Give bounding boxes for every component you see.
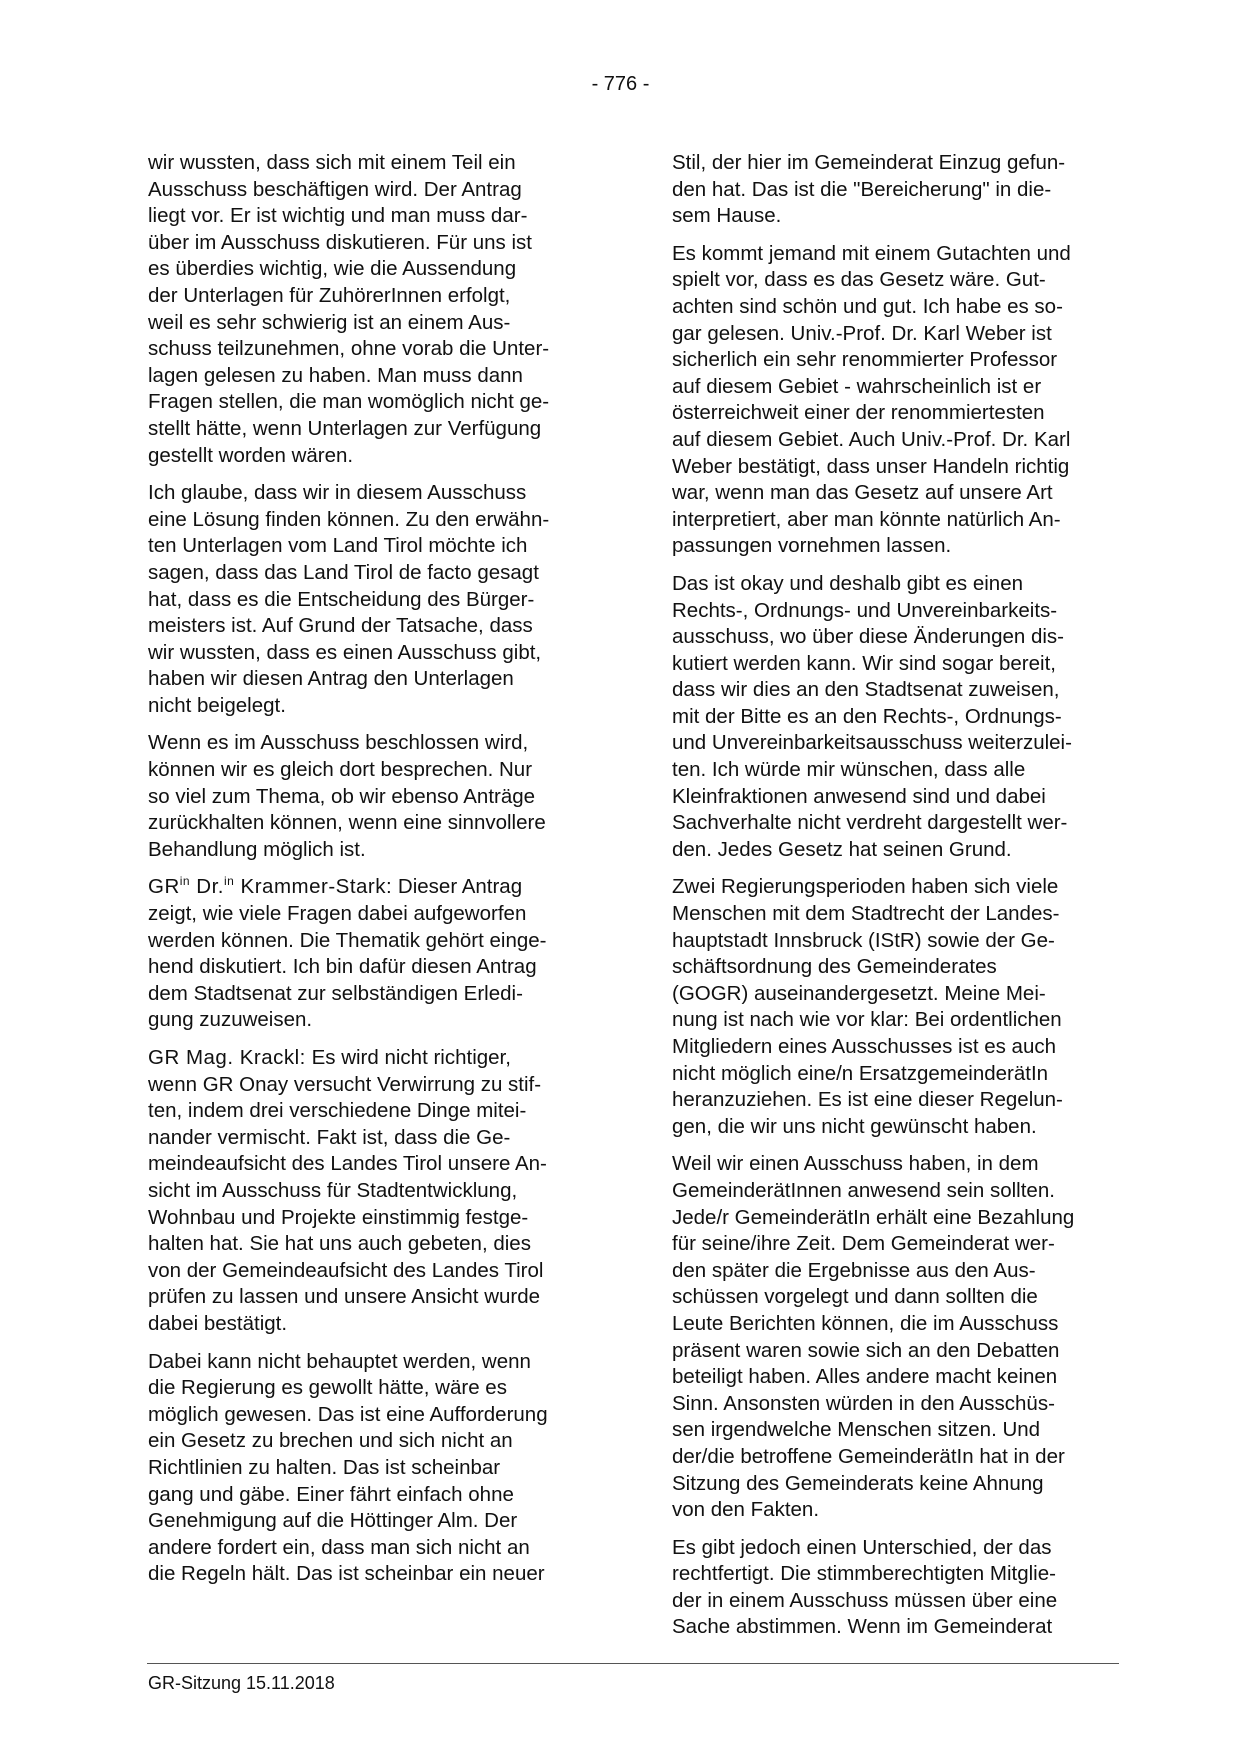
paragraph-speaker-krammer-stark <box>148 874 593 1034</box>
paragraph: Dabei kann nicht behauptet werden, wenn die Regierung es gewollt hätte, wäre es möglich gewesen. Das ist eine Aufforderung ein Gesetz zu brechen und sich nicht an Richtlinien zu halten. Das ist scheinbar gang und gäbe. Einer fährt einfach ohne Genehmigung auf die Höttinger Alm. Der andere fordert ein, dass man sich nicht an die Regeln hält. Das ist scheinbar ein neuer <box>148 1349 548 1586</box>
paragraph: wir wussten, dass sich mit einem Teil ein Ausschuss beschäftigen wird. Der Antrag liegt vor. Er ist wichtig und man muss dar- über im Ausschuss diskutieren. Für uns ist es überdies wichtig, wie die Aussendung der Unterlagen für ZuhörerInnen erfolgt, weil es sehr schwierig ist an einem Aus- schuss teilzunehmen, ohne vorab die Unter- lagen gelesen zu haben. Man muss dann Fragen stellen, die man womöglich nicht ge- stellt hätte, wenn Unterlagen zur Verfügung gestellt worden wären. <box>148 151 550 467</box>
speech-text: Dieser Antrag zeigt, wie viele Fragen dabei aufgeworfen werden können. Die Thematik gehört einge- hend diskutiert. Ich bin dafür diesen Antrag dem Stadtsenat zur selbständigen Erledi- gung zuzuweisen. <box>148 875 547 1032</box>
paragraph-speaker-krackl <box>148 1045 593 1338</box>
title-dr: Dr. <box>196 875 224 899</box>
paragraph: Wenn es im Ausschuss beschlossen wird, können wir es gleich dort besprechen. Nur so viel zum Thema, ob wir ebenso Anträge zurückhalten können, wenn eine sinnvollere Behandlung möglich ist. <box>148 731 546 861</box>
paragraph: Es gibt jedoch einen Unterschied, der das rechtfertigt. Die stimmberechtigten Mitglie- der in einem Ausschuss müssen über eine Sache abstimmen. Wenn im Gemeinderat <box>672 1535 1058 1639</box>
title-dr-sup: in <box>224 874 235 889</box>
paragraph: Das ist okay und deshalb gibt es einen Rechts-, Ordnungs- und Unvereinbarkeits- ausschuss, wo über diese Änderungen dis- kutiert werden kann. Wir sind sogar bereit, dass wir dies an den Stadtsenat zuweisen, mit der Bitte es an den Rechts-, Ordnungs- und Unvereinbarkeitsausschuss weiterzulei- ten. Ich würde mir wünschen, dass alle Kleinfraktionen anwesend sind und dabei Sachverhalte nicht verdreht dargestellt wer- den. Jedes Gesetz hat seinen Grund. <box>672 571 1072 861</box>
paragraph: Es kommt jemand mit einem Gutachten und spielt vor, dass es das Gesetz wäre. Gut- achten sind schön und gut. Ich habe es so- gar gelesen. Univ.-Prof. Dr. Karl Weber ist sicherlich ein sehr renommierter Professor auf diesem Gebiet - wahrscheinlich ist er österreichweit einer der renommiertesten auf diesem Gebiet. Auch Univ.-Prof. Dr. Karl Weber bestätigt, dass unser Handeln richtig war, wenn man das Gesetz auf unsere Art interpretiert, aber man könnte natürlich An- passungen vornehmen lassen. <box>672 241 1071 558</box>
title-gr: GR <box>148 875 180 899</box>
speech-text: Es wird nicht richtiger, wenn GR Onay versucht Verwirrung zu stif- ten, indem drei verschiedene Dinge mitei- nander vermischt. Fakt ist, dass die Ge- meindeaufsicht des Landes Tirol unsere An- sicht im Ausschuss für Stadtentwicklung, Wohnbau und Projekte einstimmig festge- halten hat. Sie hat uns auch gebeten, dies von der Gemeindeaufsicht des Landes Tirol prüfen zu lassen und unsere Ansicht wurde dabei bestätigt. <box>148 1046 547 1335</box>
paragraph: Zwei Regierungsperioden haben sich viele Menschen mit dem Stadtrecht der Landes- hauptstadt Innsbruck (IStR) sowie der Ge- schäftsordnung des Gemeinderates (GOGR) auseinandergesetzt. Meine Mei- nung ist nach wie vor klar: Bei ordentlichen Mitgliedern eines Ausschusses ist es auch nicht möglich eine/n ErsatzgemeinderätIn heranzuziehen. Es ist eine dieser Regelun- gen, die wir uns nicht gewünscht haben. <box>672 875 1063 1138</box>
title-gr-sup: in <box>179 874 191 889</box>
speaker-name: Krammer-Stark: <box>240 875 393 899</box>
footer-divider <box>147 1663 1119 1664</box>
page-number: - 776 - <box>591 73 650 95</box>
speaker-title <box>148 875 392 898</box>
paragraph: Ich glaube, dass wir in diesem Ausschuss eine Lösung finden können. Zu den erwähn- ten Unterlagen vom Land Tirol möchte ich sagen, dass das Land Tirol de facto gesagt hat, dass es die Entscheidung des Bürger- meisters ist. Auf Grund der Tatsache, dass wir wussten, dass es einen Ausschuss gibt, haben wir diesen Antrag den Unterlagen nicht beigelegt. <box>148 481 550 717</box>
footer-session-date: GR-Sitzung 15.11.2018 <box>148 1673 335 1693</box>
paragraph: Stil, der hier im Gemeinderat Einzug gefun- den hat. Das ist die "Bereicherung" in die- sem Hause. <box>672 151 1066 228</box>
left-column <box>148 150 593 1599</box>
paragraph: Weil wir einen Ausschuss haben, in dem GemeinderätInnen anwesend sein sollten. Jede/r GemeinderätIn erhält eine Bezahlung für seine/ihre Zeit. Dem Gemeinderat wer- den später die Ergebnisse aus den Aus- schüssen vorgelegt und dann sollten die Leute Berichten können, die im Ausschuss präsent waren sowie sich an den Debatten beteiligt haben. Alles andere macht keinen Sinn. Ansonsten würden in den Ausschüs- sen irgendwelche Menschen sitzen. Und der/die betroffene GemeinderätIn hat in der Sitzung des Gemeinderats keine Ahnung von den Fakten. <box>672 1152 1075 1522</box>
right-column <box>672 150 1117 1652</box>
speaker-name: GR Mag. Krackl: <box>148 1046 306 1069</box>
